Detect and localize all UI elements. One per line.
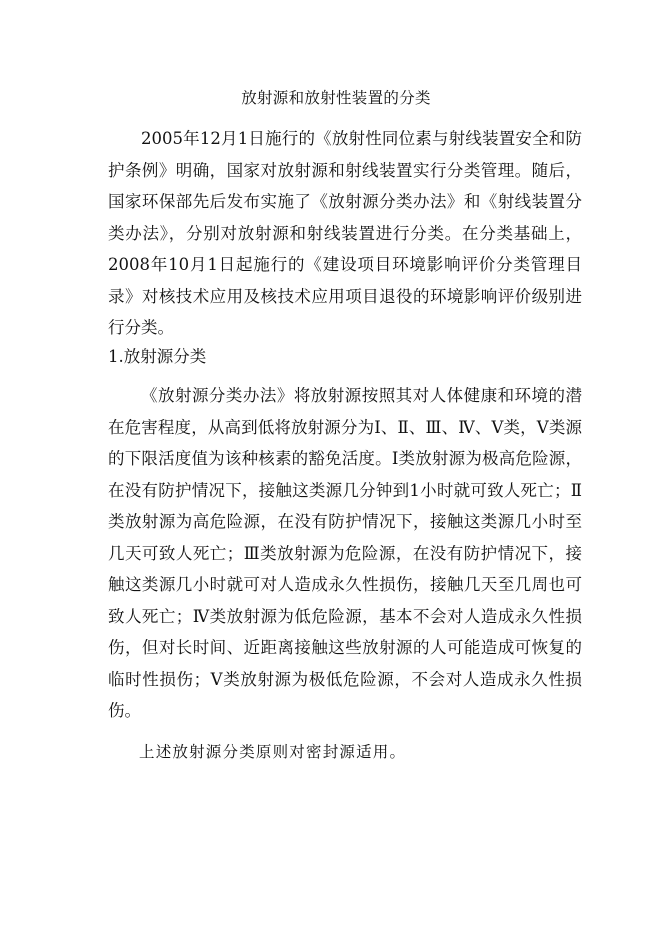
intro-paragraph: 2005年12月1日施行的《放射性同位素与射线装置安全和防护条例》明确，国家对放射源和射线装置实行分类管理。随后，国家环保部先后发布实施了《放射源分类办法》和《射线装置分类办法》，分别对放射源和射线装置进行分类。在分类基础上，2008年10月1日起施行的《建设项目环境影响评价分类管理目录》对核技术应用及核技术应用项目退役的环境影响评价级别进行分类。: [108, 129, 582, 337]
section-paragraph: 《放射源分类办法》将放射源按照其对人体健康和环境的潜在危害程度，从高到低将放射源分为Ⅰ、Ⅱ、Ⅲ、Ⅳ、Ⅴ类，Ⅴ类源的下限活度值为该种核素的豁免活度。Ⅰ类放射源为极高危险源，在没有防护情况下，接触这类源几分钟到1小时就可致人死亡；Ⅱ类放射源为高危险源，在没有防护情况下，接触这类源几小时至几天可致人死亡；Ⅲ类放射源为危险源，在没有防护情况下，接触这类源几小时就可对人造成永久性损伤，接触几天至几周也可致人死亡；Ⅳ类放射源为低危险源，基本不会对人造成永久性损伤，但对长时间、近距离接触这些放射源的人可能造成可恢复的临时性损伤；Ⅴ类放射源为极低危险源，不会对人造成永久性损伤。: [108, 386, 582, 720]
closing-paragraph: 上述放射源分类原则对密封源适用。: [139, 743, 407, 761]
section-heading: 1.放射源分类: [108, 347, 207, 366]
document-title: 放射源和放射性装置的分类: [241, 89, 431, 107]
